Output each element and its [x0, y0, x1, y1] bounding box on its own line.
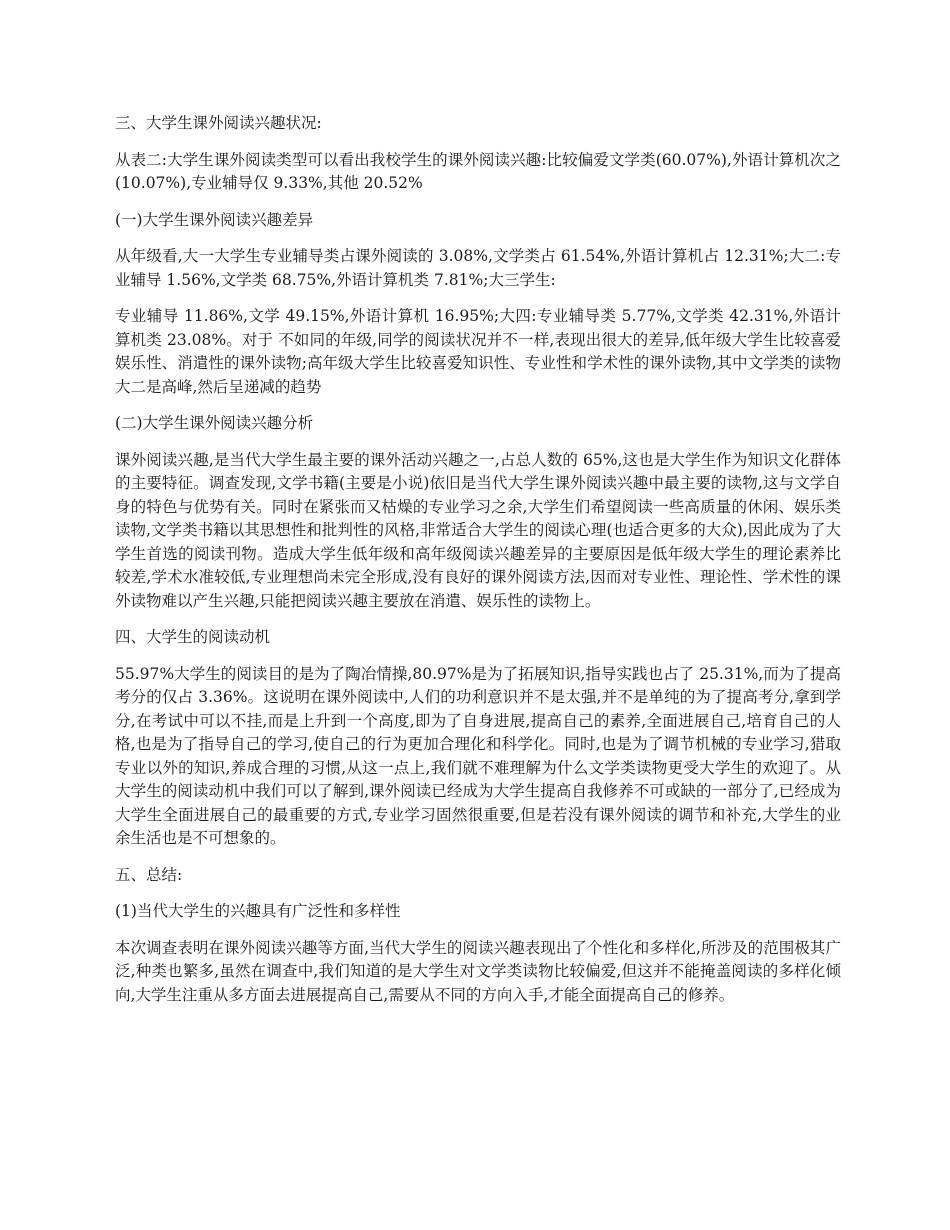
section-heading-reading-interest: 三、大学生课外阅读兴趣状况:: [115, 114, 322, 132]
paragraph-grade-differences: 专业辅导 11.86%,文学 49.15%,外语计算机 16.95%;大四:专业辅导类 5.77%,文学类 42.31%,外语计算机类 23.08%。对于 不如同的年级,同学的阅读状况并不一样,表现出很大的差异,低年级大学生比较喜爱娱乐性、消遣性的课外读物;高年级大学生比较喜爱知识性、专业性和学术性的课外读物,其中文学类的读物大二是高峰,然后呈递减的趋势: [115, 307, 841, 396]
section-heading-reading-motivation: 四、大学生的阅读动机: [115, 628, 271, 646]
subsection-heading-diversity: (1)当代大学生的兴趣具有广泛性和多样性: [115, 902, 401, 920]
paragraph-interest-analysis: 课外阅读兴趣,是当代大学生最主要的课外活动兴趣之一,占总人数的 65%,这也是大学生作为知识文化群体的主要特征。调查发现,文学书籍(主要是小说)依旧是当代大学生课外阅读兴趣中最主要的读物,这与文学自身的特色与优势有关。同时在紧张而又枯燥的专业学习之余,大学生们希望阅读一些高质量的休闲、娱乐类读物,文学类书籍以其思想性和批判性的风格,非常适合大学生的阅读心理(也适合更多的大众),因此成为了大学生首选的阅读刊物。造成大学生低年级和高年级阅读兴趣差异的主要原因是低年级大学生的理论素养比较差,学术水准较低,专业理想尚未完全形成,没有良好的课外阅读方法,因而对专业性、理论性、学术性的课外读物难以产生兴趣,只能把阅读兴趣主要放在消遣、娱乐性的读物上。: [115, 450, 841, 610]
paragraph-grade-comparison: 从年级看,大一大学生专业辅导类占课外阅读的 3.08%,文学类占 61.54%,外语计算机占 12.31%;大二:专业辅导 1.56%,文学类 68.75%,外语计算机类 7.81%;大三学生:: [115, 247, 841, 289]
subsection-heading-interest-analysis: (二)大学生课外阅读兴趣分析: [115, 414, 314, 432]
document-page: [115, 112, 841, 1020]
section-heading-summary: 五、总结:: [115, 865, 183, 884]
paragraph-diversity: 本次调查表明在课外阅读兴趣等方面,当代大学生的阅读兴趣表现出了个性化和多样化,所涉及的范围极其广泛,种类也繁多,虽然在调查中,我们知道的是大学生对文学类读物比较偏爱,但这并不能掩盖阅读的多样化倾向,大学生注重从多方面去进展提高自己,需要从不同的方向入手,才能全面提高自己的修养。: [115, 938, 841, 1004]
paragraph-reading-motivation: 55.97%大学生的阅读目的是为了陶冶情操,80.97%是为了拓展知识,指导实践也占了 25.31%,而为了提高考分的仅占 3.36%。这说明在课外阅读中,人们的功利意识并不是太强,并不是单纯的为了提高考分,拿到学分,在考试中可以不挂,而是上升到一个高度,即为了自身进展,提高自己的素养,全面进展自己,培育自己的人格,也是为了指导自己的学习,使自己的行为更加合理化和科学化。同时,也是为了调节机械的专业学习,猎取专业以外的知识,养成合理的习惯,从这一点上,我们就不难理解为什么文学类读物更受大学生的欢迎了。从大学生的阅读动机中我们可以了解到,课外阅读已经成为大学生提高自我修养不可或缺的一部分了,已经成为大学生全面进展自己的最重要的方式,专业学习固然很重要,但是若没有课外阅读的调节和补充,大学生的业余生活也是不可想象的。: [115, 664, 841, 847]
paragraph-table-two-summary: 从表二:大学生课外阅读类型可以看出我校学生的课外阅读兴趣:比较偏爱文学类(60.07%),外语计算机次之(10.07%),专业辅导仅 9.33%,其他 20.52%: [115, 150, 841, 192]
subsection-heading-interest-differences: (一)大学生课外阅读兴趣差异: [115, 210, 314, 229]
